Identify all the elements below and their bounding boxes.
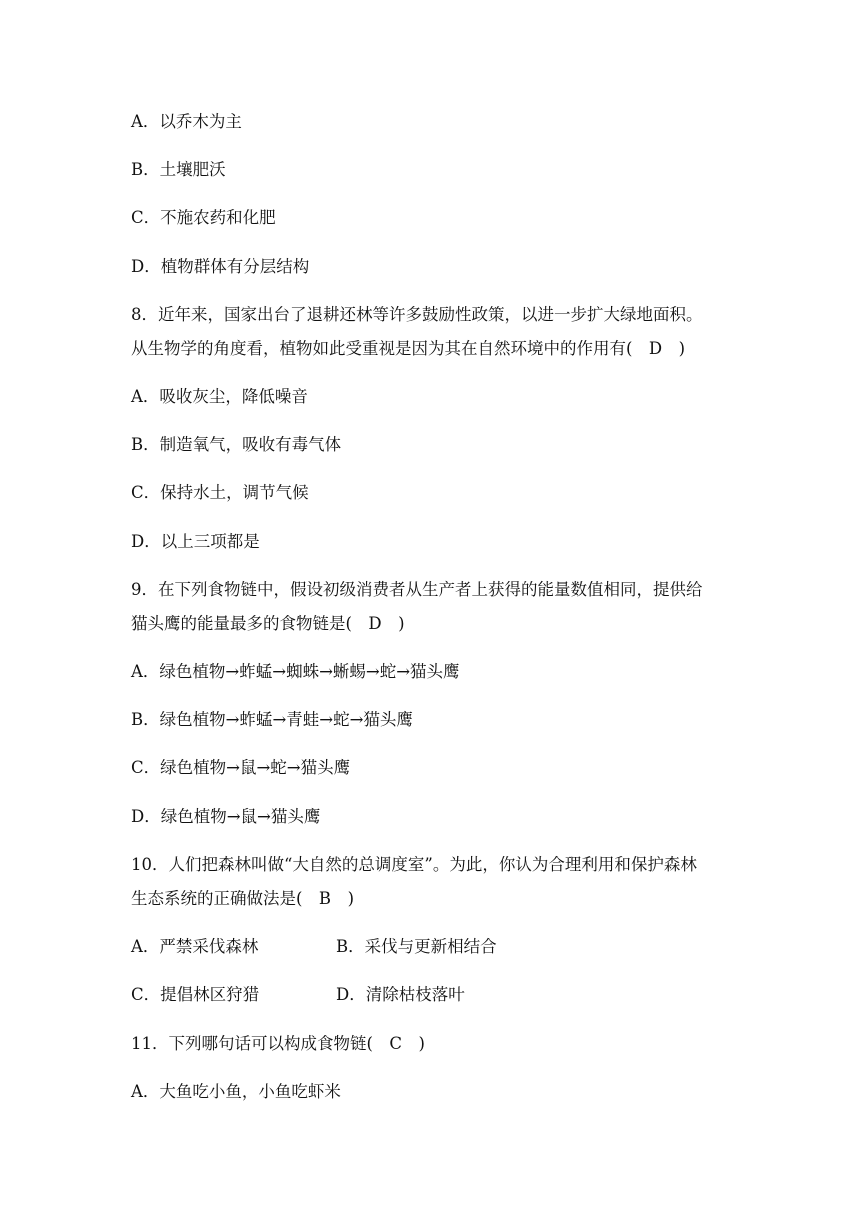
q9-stem-line-1: 9．在下列食物链中，假设初级消费者从生产者上获得的能量数值相同，提供给 bbox=[131, 580, 703, 599]
q7-option-b: B．土壤肥沃 bbox=[131, 160, 226, 179]
q8-option-a: A．吸收灰尘，降低噪音 bbox=[131, 387, 308, 406]
q10-option-c: C．提倡林区狩猎 bbox=[131, 985, 260, 1004]
q10-option-b: B．采伐与更新相结合 bbox=[336, 937, 497, 956]
q9-option-a: A．绿色植物→蚱蜢→蜘蛛→蜥蜴→蛇→猫头鹰 bbox=[131, 662, 460, 681]
q7-option-a: A．以乔木为主 bbox=[131, 112, 242, 131]
q9-option-d: D．绿色植物→鼠→猫头鹰 bbox=[131, 807, 321, 826]
q7-option-d: D．植物群体有分层结构 bbox=[131, 257, 310, 276]
q10-stem-line-2: 生态系统的正确做法是( B ) bbox=[131, 889, 354, 908]
q8-option-c: C．保持水土，调节气候 bbox=[131, 483, 309, 502]
q8-stem-line-1: 8．近年来，国家出台了退耕还林等许多鼓励性政策，以进一步扩大绿地面积。 bbox=[131, 305, 703, 324]
q10-option-a: A．严禁采伐森林 bbox=[131, 937, 259, 956]
q10-option-d: D．清除枯枝落叶 bbox=[336, 985, 465, 1004]
q9-stem-line-2: 猫头鹰的能量最多的食物链是( D ) bbox=[131, 614, 405, 633]
q8-option-d: D．以上三项都是 bbox=[131, 532, 260, 551]
q11-stem-line-1: 11．下列哪句话可以构成食物链( C ) bbox=[131, 1034, 425, 1053]
q11-option-a: A．大鱼吃小鱼，小鱼吃虾米 bbox=[131, 1082, 341, 1101]
q8-stem-line-2: 从生物学的角度看，植物如此受重视是因为其在自然环境中的作用有( D ) bbox=[131, 339, 686, 358]
q7-option-c: C．不施农药和化肥 bbox=[131, 208, 276, 227]
q9-option-c: C．绿色植物→鼠→蛇→猫头鹰 bbox=[131, 758, 351, 777]
q8-option-b: B．制造氧气，吸收有毒气体 bbox=[131, 435, 342, 454]
q10-stem-line-1: 10．人们把森林叫做“大自然的总调度室”。为此，你认为合理利用和保护森林 bbox=[131, 855, 697, 874]
q9-option-b: B．绿色植物→蚱蜢→青蛙→蛇→猫头鹰 bbox=[131, 710, 413, 729]
